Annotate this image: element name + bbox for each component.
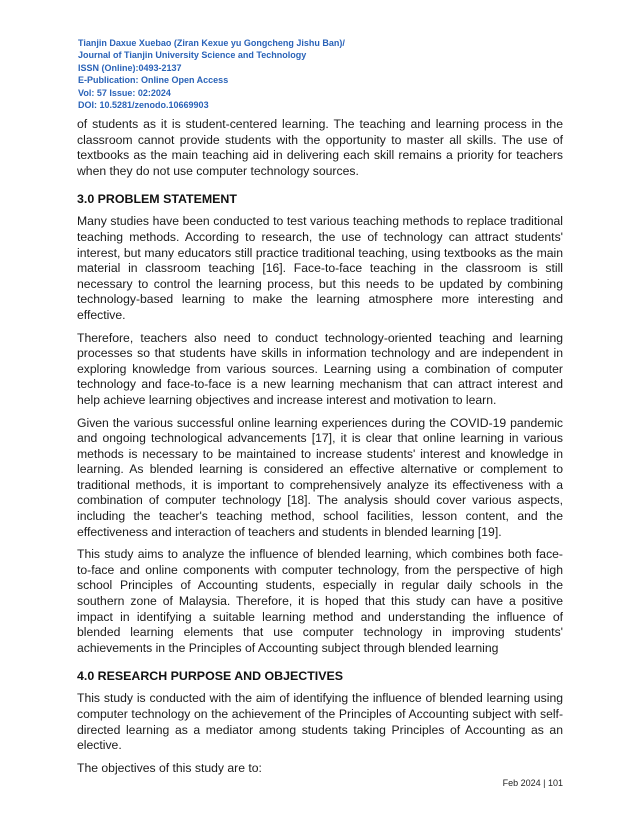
section-3-heading: 3.0 PROBLEM STATEMENT <box>77 192 237 207</box>
journal-english-title: Journal of Tianjin University Science and Technology <box>78 50 307 61</box>
section-3-paragraph-3: Given the various successful online learning experiences during the COVID-19 pandemic and ongoing technological advancements [17], it is clear that online learning in various methods is necessary to be maintained to increase students' interest and knowledge in learning. As blended learning is considered an effective alternative or complement to traditional methods, it is important to comprehensively analyze its effectiveness with a combination of computer technology [18]. The analysis should cover various aspects, including the teacher's teaching method, school facilities, lesson content, and the effectiveness and interaction of teachers and students in blended learning [19]. <box>77 415 563 539</box>
section-3-paragraph-2: Therefore, teachers also need to conduct technology-oriented teaching and learning processes so that students have skills in information technology and are independent in exploring knowledge from various sources. Learning using a combination of computer technology and face-to-face is a new learning mechanism that can attract interest and help achieve learning objectives and increase interest and motivation to learn. <box>77 330 563 407</box>
volume-issue: Vol: 57 Issue: 02:2024 <box>78 87 171 98</box>
publication-type: E-Publication: Online Open Access <box>78 75 229 86</box>
journal-header <box>78 37 558 111</box>
page-body <box>77 117 563 783</box>
issn: ISSN (Online):0493-2137 <box>78 62 182 73</box>
page-footer: Feb 2024 | 101 <box>502 778 563 788</box>
section-4-paragraph-1: This study is conducted with the aim of identifying the influence of blended learning using computer technology on the achievement of the Principles of Accounting subject with self-directed learning as a mediator among students taking Principles of Accounting as an elective. <box>77 691 563 753</box>
section-4-heading: 4.0 RESEARCH PURPOSE AND OBJECTIVES <box>77 669 343 684</box>
section-3-paragraph-1: Many studies have been conducted to test various teaching methods to replace traditional teaching methods. According to research, the use of technology can attract students' interest, but many educators still practice traditional teaching, using textbooks as the main material in classroom teaching [16]. Face-to-face teaching in the classroom is still necessary to control the learning process, but this needs to be updated by combining technology-based learning to make the learning atmosphere more interesting and effective. <box>77 214 563 322</box>
section-3-paragraph-4: This study aims to analyze the influence of blended learning, which combines both face-to-face and online components with computer technology, from the perspective of high school Principles of Accounting students, especially in regular daily schools in the southern zone of Malaysia. Therefore, it is hoped that this study can have a positive impact in identifying a suitable learning method and understanding the influence of blended learning elements that use computer technology in improving students' achievements in the Principles of Accounting subject through blended learning <box>77 547 563 655</box>
intro-paragraph: of students as it is student-centered learning. The teaching and learning process in the classroom cannot provide students with the opportunity to master all skills. The use of textbooks as the main teaching aid in delivering each skill remains a priority for teachers when they do not use computer technology sources. <box>77 117 563 178</box>
journal-title-line: Tianjin Daxue Xuebao (Ziran Kexue yu Gongcheng Jishu Ban)/ <box>78 38 345 48</box>
section-4-paragraph-2: The objectives of this study are to: <box>77 760 262 775</box>
doi: DOI: 10.5281/zenodo.10669903 <box>78 100 209 111</box>
